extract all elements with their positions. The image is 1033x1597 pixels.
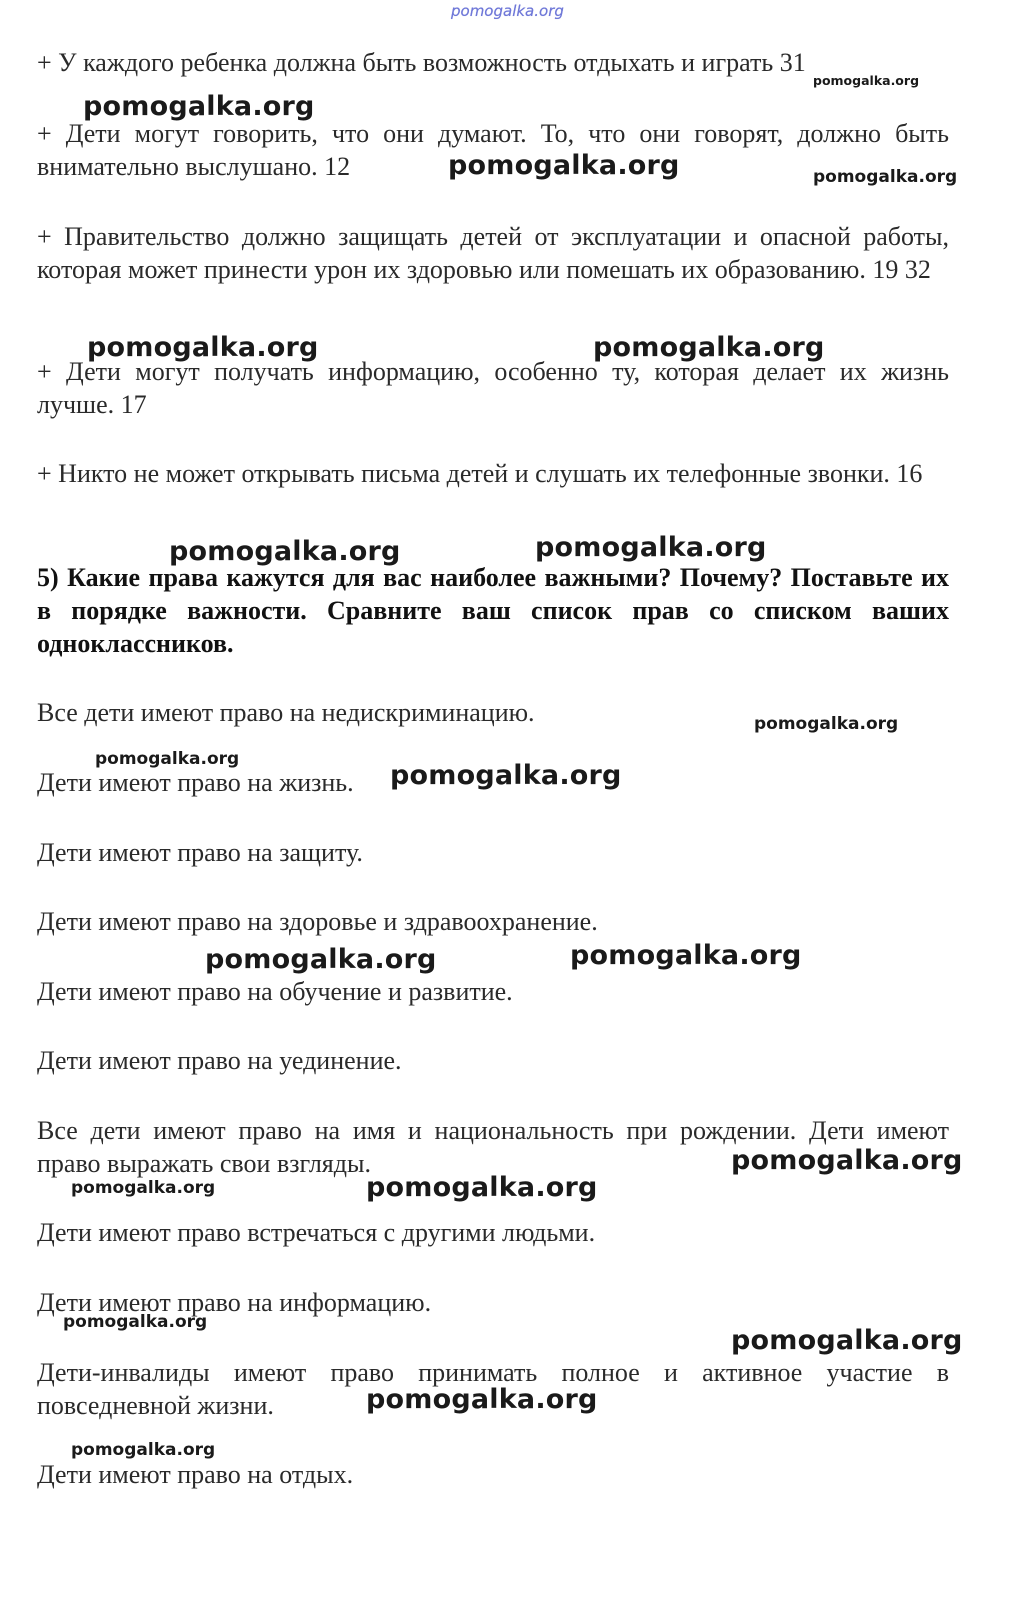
rights-item: + Правительство должно защищать детей от эксплуатации и опасной работы, которая может принести урон их здоровью или помешать их образованию. 19 32	[37, 222, 949, 284]
answer-item: Дети имеют право на уединение.	[37, 1046, 402, 1075]
answer-item: Дети имеют право встречаться с другими людьми.	[37, 1218, 596, 1247]
watermark: pomogalka.org	[71, 1440, 216, 1460]
answer-item: Дети имеют право на обучение и развитие.	[37, 977, 513, 1006]
watermark: pomogalka.org	[448, 150, 680, 181]
answer-item: Дети имеют право на жизнь.	[37, 768, 354, 797]
watermark: pomogalka.org	[593, 332, 825, 363]
watermark: pomogalka.org	[390, 760, 622, 791]
watermark: pomogalka.org	[813, 73, 920, 88]
watermark: pomogalka.org	[813, 167, 958, 187]
watermark: pomogalka.org	[731, 1145, 963, 1176]
question-heading: 5) Какие права кажутся для вас наиболее важными? Почему? Поставьте их в порядке важности. Сравните ваш список прав со списком ваших одноклассников.	[37, 563, 949, 658]
watermark: pomogalka.org	[87, 332, 319, 363]
watermark: pomogalka.org	[71, 1178, 216, 1198]
rights-item: + Никто не может открывать письма детей и слушать их телефонные звонки. 16	[37, 459, 923, 488]
watermark: pomogalka.org	[83, 91, 315, 122]
answer-item: Дети-инвалиды имеют право принимать полное и активное участие в повседневной жизни.	[37, 1358, 949, 1420]
rights-item: + У каждого ребенка должна быть возможность отдыхать и играть 31	[37, 48, 806, 77]
answer-item: Дети имеют право на здоровье и здравоохранение.	[37, 907, 598, 936]
watermark: pomogalka.org	[570, 940, 802, 971]
watermark: pomogalka.org	[95, 749, 240, 769]
watermark: pomogalka.org	[63, 1312, 208, 1332]
watermark: pomogalka.org	[205, 944, 437, 975]
answer-item: Дети имеют право на защиту.	[37, 838, 363, 867]
watermark: pomogalka.org	[366, 1384, 598, 1415]
watermark: pomogalka.org	[366, 1172, 598, 1203]
answer-item: Все дети имеют право на недискриминацию.	[37, 698, 535, 727]
site-link[interactable]: pomogalka.org	[451, 2, 564, 20]
watermark: pomogalka.org	[754, 714, 899, 734]
answer-item: Все дети имеют право на имя и национальность при рождении. Дети имеют право выражать свои взгляды.	[37, 1116, 949, 1178]
rights-item: + Дети могут получать информацию, особенно ту, которая делает их жизнь лучше. 17	[37, 357, 949, 419]
watermark: pomogalka.org	[535, 532, 767, 563]
watermark: pomogalka.org	[731, 1325, 963, 1356]
rights-item: + Дети могут говорить, что они думают. То, что они говорят, должно быть внимательно выслушано. 12	[37, 119, 949, 181]
watermark: pomogalka.org	[169, 536, 401, 567]
answer-item: Дети имеют право на отдых.	[37, 1460, 354, 1489]
answer-item: Дети имеют право на информацию.	[37, 1288, 432, 1317]
